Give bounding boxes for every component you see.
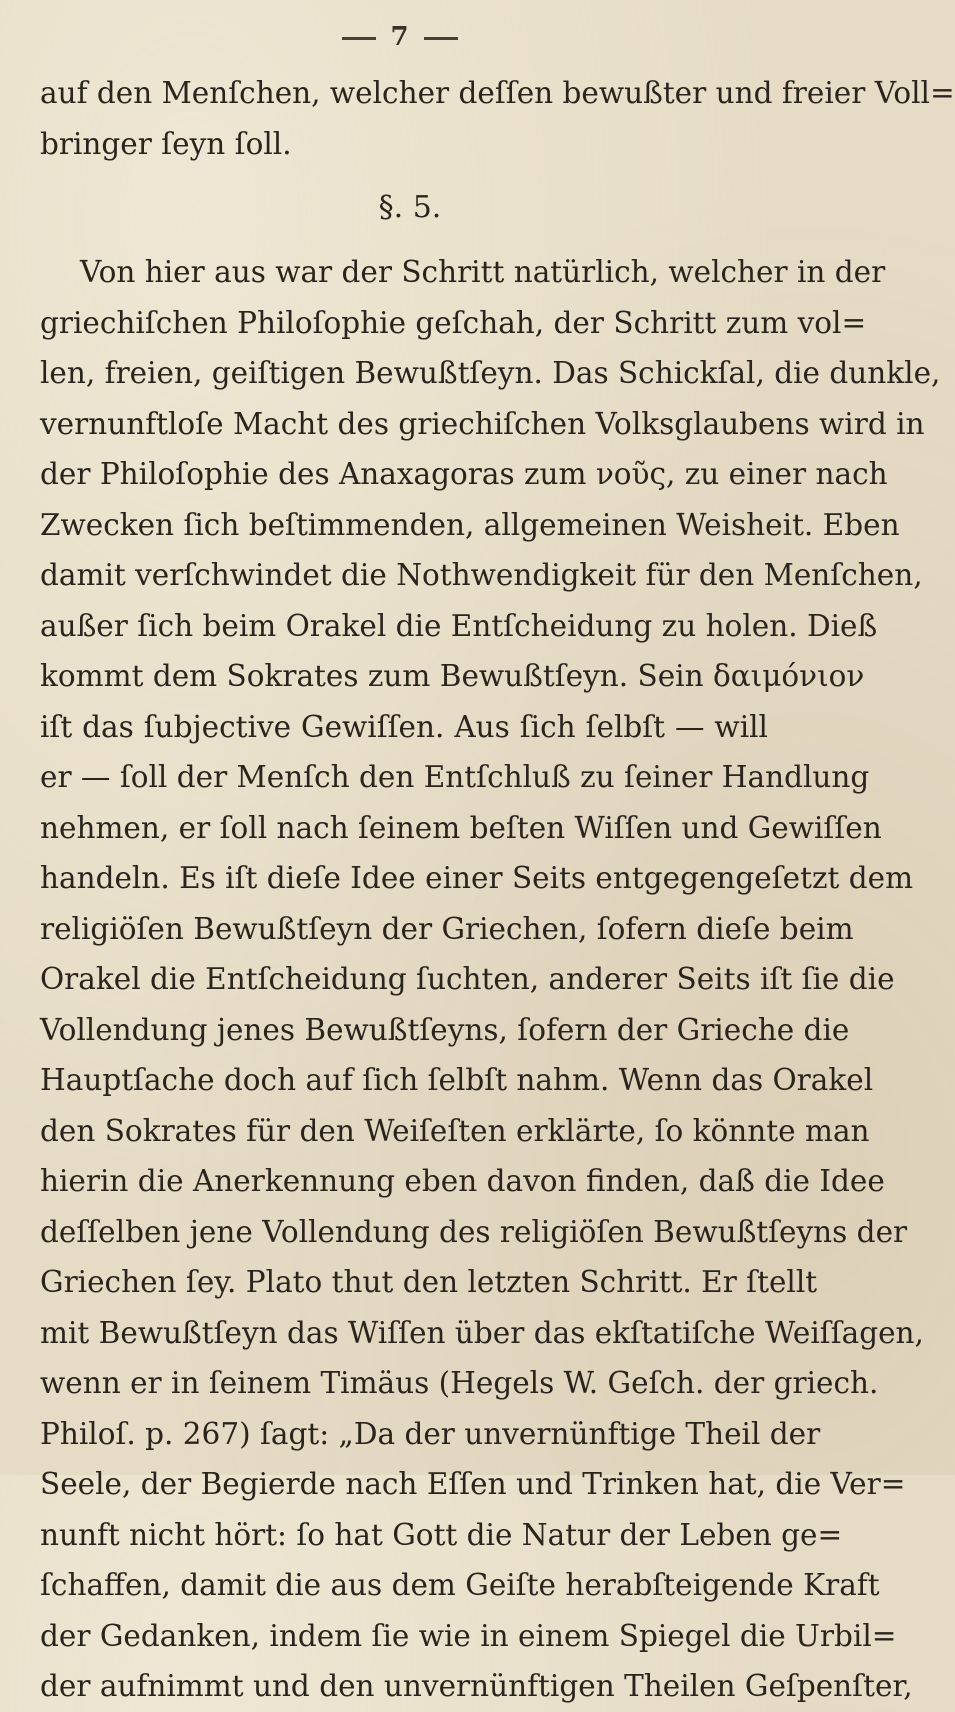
text-line: der Gedanken, indem ſie wie in einem Spiegel die Urbil=	[40, 1618, 897, 1653]
text-line: wenn er in ſeinem Timäus (Hegels W. Geſch. der griech.	[40, 1366, 879, 1400]
text-line: außer ſich beim Orakel die Entſcheidung zu holen. Dieß	[40, 608, 878, 643]
right-ornament-dash	[424, 37, 458, 40]
text-line: Griechen ſey. Plato thut den letzten Schritt. Er ſtellt	[40, 1265, 818, 1299]
text-line: den Sokrates für den Weiſeſten erklärte, ſo könnte man	[40, 1113, 870, 1148]
text-line: er — ſoll der Menſch den Entſchluß zu ſeiner Handlung	[40, 760, 870, 794]
text-line: der aufnimmt und den unvernünftigen Theilen Geſpenſter,	[40, 1669, 913, 1703]
text-line: bringer ſeyn ſoll.	[40, 126, 292, 161]
text-line: vernunftloſe Macht des griechiſchen Volksglaubens wird in	[40, 406, 925, 441]
text-line: ſchaffen, damit die aus dem Geiſte herabſteigende Kraft	[40, 1568, 880, 1602]
text-line: deſſelben jene Vollendung des religiöſen Bewußtſeyns der	[40, 1214, 908, 1249]
text-line: nehmen, er ſoll nach ſeinem beſten Wiſſen und Gewiſſen	[40, 810, 882, 845]
section-heading: §. 5.	[378, 190, 442, 225]
text-line: hierin die Anerkennung eben davon finden, daß die Idee	[40, 1164, 885, 1198]
text-line: der Philoſophie des Anaxagoras zum νοῦς, zu einer nach	[40, 457, 888, 491]
running-head	[0, 22, 800, 52]
text-line: Von hier aus war der Schritt natürlich, welcher in der	[80, 255, 886, 289]
text-line: len, freien, geiſtigen Bewußtſeyn. Das Schickſal, die dunkle,	[40, 356, 941, 390]
page-number: 7	[390, 22, 410, 52]
text-line: handeln. Es iſt dieſe Idee einer Seits entgegengeſetzt dem	[40, 861, 914, 895]
text-line: damit verſchwindet die Nothwendigkeit für den Menſchen,	[40, 558, 923, 592]
text-line: Zwecken ſich beſtimmenden, allgemeinen Weisheit. Eben	[40, 507, 900, 542]
text-line: Philoſ. p. 267) ſagt: „Da der unvernünftige Theil der	[40, 1416, 821, 1451]
left-ornament-dash	[342, 37, 376, 40]
text-line: auf den Menſchen, welcher deſſen bewußter und freier Voll=	[40, 76, 955, 110]
text-line: Seele, der Begierde nach Eſſen und Trinken hat, die Ver=	[40, 1467, 906, 1501]
text-line: nunft nicht hört: ſo hat Gott die Natur der Leben ge=	[40, 1517, 843, 1552]
text-line: iſt das ſubjective Gewiſſen. Aus ſich ſelbſt — will	[40, 709, 768, 744]
text-line: Vollendung jenes Bewußtſeyns, ſofern der Grieche die	[40, 1012, 850, 1047]
text-line: religiöſen Bewußtſeyn der Griechen, ſofern dieſe beim	[40, 911, 854, 946]
text-line: mit Bewußtſeyn das Wiſſen über das ekſtatiſche Weiſſagen,	[40, 1315, 924, 1350]
text-line: kommt dem Sokrates zum Bewußtſeyn. Sein δαιμόνιον	[40, 659, 865, 693]
body-text	[40, 68, 955, 1712]
text-line: Orakel die Entſcheidung ſuchten, anderer Seits iſt ſie die	[40, 962, 895, 996]
text-line: griechiſchen Philoſophie geſchah, der Schritt zum vol=	[40, 305, 867, 340]
text-line: Hauptſache doch auf ſich ſelbſt nahm. Wenn das Orakel	[40, 1063, 874, 1097]
